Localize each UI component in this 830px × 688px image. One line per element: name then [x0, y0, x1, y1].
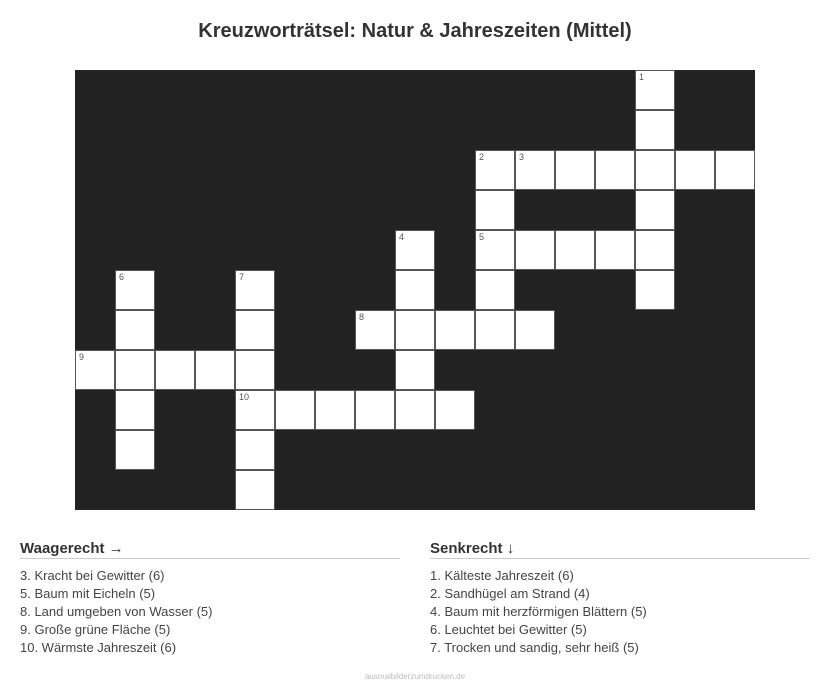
grid-cell[interactable] — [395, 230, 435, 270]
grid-cell[interactable] — [115, 270, 155, 310]
grid-cell[interactable] — [635, 70, 675, 110]
grid-cell[interactable] — [635, 230, 675, 270]
across-heading: Waagerecht → — [20, 540, 400, 559]
crossword-grid — [75, 70, 755, 510]
page-title: Kreuzworträtsel: Natur & Jahreszeiten (Mittel) — [198, 20, 632, 42]
down-clue: 6. Leuchtet bei Gewitter (5) — [430, 622, 587, 637]
grid-cell[interactable] — [435, 390, 475, 430]
clue-number: 3 — [519, 152, 525, 162]
clue-number: 10 — [239, 392, 250, 402]
grid-cell[interactable] — [275, 390, 315, 430]
grid-cell[interactable] — [635, 150, 675, 190]
grid-cell[interactable] — [395, 310, 435, 350]
grid-cell[interactable] — [475, 190, 515, 230]
grid-cell[interactable] — [355, 390, 395, 430]
across-clue: 9. Große grüne Fläche (5) — [20, 622, 171, 637]
clue-number: 9 — [79, 352, 85, 362]
grid-cell[interactable] — [235, 390, 275, 430]
clue-number: 4 — [399, 232, 405, 242]
grid-cell[interactable] — [115, 390, 155, 430]
grid-cell[interactable] — [595, 150, 635, 190]
clue-number: 1 — [639, 72, 645, 82]
grid-cell[interactable] — [435, 310, 475, 350]
across-clues — [20, 540, 400, 657]
grid-cell[interactable] — [715, 150, 755, 190]
grid-cell[interactable] — [355, 310, 395, 350]
clue-number: 5 — [479, 232, 485, 242]
grid-cell[interactable] — [395, 270, 435, 310]
grid-cell[interactable] — [235, 350, 275, 390]
across-clue: 3. Kracht bei Gewitter (6) — [20, 568, 165, 583]
grid-cell[interactable] — [595, 230, 635, 270]
clue-number: 6 — [119, 272, 125, 282]
grid-cell[interactable] — [235, 430, 275, 470]
grid-cell[interactable] — [555, 230, 595, 270]
grid-cell[interactable] — [75, 350, 115, 390]
grid-cell[interactable] — [475, 270, 515, 310]
footer-watermark: ausmalbilderzumdrucken.de — [364, 672, 466, 681]
grid-cell[interactable] — [475, 150, 515, 190]
clue-number: 2 — [479, 152, 485, 162]
grid-cell[interactable] — [475, 230, 515, 270]
down-clues — [430, 540, 810, 657]
grid-cell[interactable] — [515, 310, 555, 350]
grid-cell[interactable] — [235, 310, 275, 350]
down-clue: 1. Kälteste Jahreszeit (6) — [430, 568, 574, 583]
down-heading: Senkrecht ↓ — [430, 540, 810, 559]
clue-number: 8 — [359, 312, 365, 322]
grid-cell[interactable] — [315, 390, 355, 430]
across-clue: 10. Wärmste Jahreszeit (6) — [20, 640, 177, 655]
grid-cell[interactable] — [675, 150, 715, 190]
grid-cell[interactable] — [635, 110, 675, 150]
grid-cell[interactable] — [395, 350, 435, 390]
grid-cell[interactable] — [555, 150, 595, 190]
grid-cell[interactable] — [475, 310, 515, 350]
grid-cell[interactable] — [235, 270, 275, 310]
grid-cell[interactable] — [115, 430, 155, 470]
grid-cell[interactable] — [195, 350, 235, 390]
grid-cell[interactable] — [115, 350, 155, 390]
down-clue: 7. Trocken und sandig, sehr heiß (5) — [430, 640, 639, 655]
across-clue: 8. Land umgeben von Wasser (5) — [20, 604, 213, 619]
clue-number: 7 — [239, 272, 245, 282]
grid-cell[interactable] — [115, 310, 155, 350]
down-clue: 2. Sandhügel am Strand (4) — [430, 586, 590, 601]
grid-cell[interactable] — [635, 270, 675, 310]
across-clue: 5. Baum mit Eicheln (5) — [20, 586, 156, 601]
grid-cell[interactable] — [235, 470, 275, 510]
grid-cell[interactable] — [395, 390, 435, 430]
grid-cell[interactable] — [635, 190, 675, 230]
grid-cell[interactable] — [515, 230, 555, 270]
grid-cell[interactable] — [515, 150, 555, 190]
grid-cell[interactable] — [155, 350, 195, 390]
down-clue: 4. Baum mit herzförmigen Blättern (5) — [430, 604, 647, 619]
